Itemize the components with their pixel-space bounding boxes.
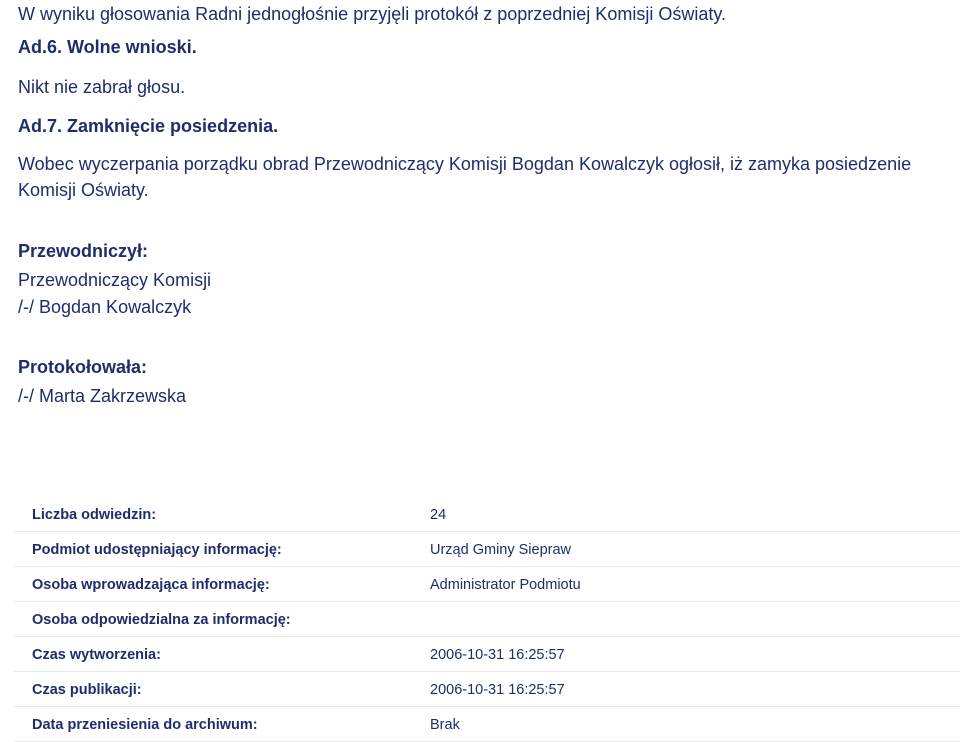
meta-label: Czas publikacji: bbox=[32, 682, 142, 698]
item7-heading: Ad.7. Zamknięcie posiedzenia. bbox=[18, 116, 279, 136]
meta-row-created bbox=[14, 637, 960, 672]
meta-value: 2006-10-31 16:25:57 bbox=[430, 682, 565, 698]
item6-heading: Ad.6. Wolne wnioski. bbox=[18, 37, 197, 57]
minutes-name: /-/ Marta Zakrzewska bbox=[18, 386, 187, 406]
meta-value: 24 bbox=[430, 507, 447, 523]
meta-label: Podmiot udostępniający informację: bbox=[32, 542, 282, 558]
minutes-label: Protokołowała: bbox=[18, 357, 148, 377]
meta-row-responsible bbox=[14, 602, 960, 637]
meta-label: Liczba odwiedzin: bbox=[32, 507, 157, 523]
meta-label: Osoba odpowiedzialna za informację: bbox=[32, 612, 291, 628]
meta-label: Osoba wprowadzająca informację: bbox=[32, 577, 270, 593]
item6-body: Nikt nie zabrał głosu. bbox=[18, 77, 186, 97]
meta-label: Data przeniesienia do archiwum: bbox=[32, 717, 258, 733]
meta-value: 2006-10-31 16:25:57 bbox=[430, 647, 565, 663]
chaired-role: Przewodniczący Komisji bbox=[18, 270, 212, 290]
closing-paragraph: Wobec wyczerpania porządku obrad Przewodniczący Komisji Bogdan Kowalczyk ogłosił, iż zamyka posiedzenie Komisji Oświaty. bbox=[18, 154, 912, 200]
chaired-label: Przewodniczył: bbox=[18, 241, 149, 261]
meta-value: Administrator Podmiotu bbox=[430, 577, 581, 593]
meta-row-visits bbox=[14, 497, 960, 532]
meta-row-provider bbox=[14, 532, 960, 567]
meta-value: Brak bbox=[430, 717, 460, 733]
meta-value: Urząd Gminy Siepraw bbox=[430, 542, 572, 558]
voting-result-text: W wyniku głosowania Radni jednogłośnie przyjęli protokół z poprzedniej Komisji Oświaty. bbox=[18, 4, 726, 24]
chaired-name: /-/ Bogdan Kowalczyk bbox=[18, 297, 192, 317]
meta-row-entered-by bbox=[14, 567, 960, 602]
meta-label: Czas wytworzenia: bbox=[32, 647, 161, 663]
meta-row-archived bbox=[14, 707, 960, 742]
metadata-table bbox=[14, 497, 960, 742]
meta-row-published bbox=[14, 672, 960, 707]
